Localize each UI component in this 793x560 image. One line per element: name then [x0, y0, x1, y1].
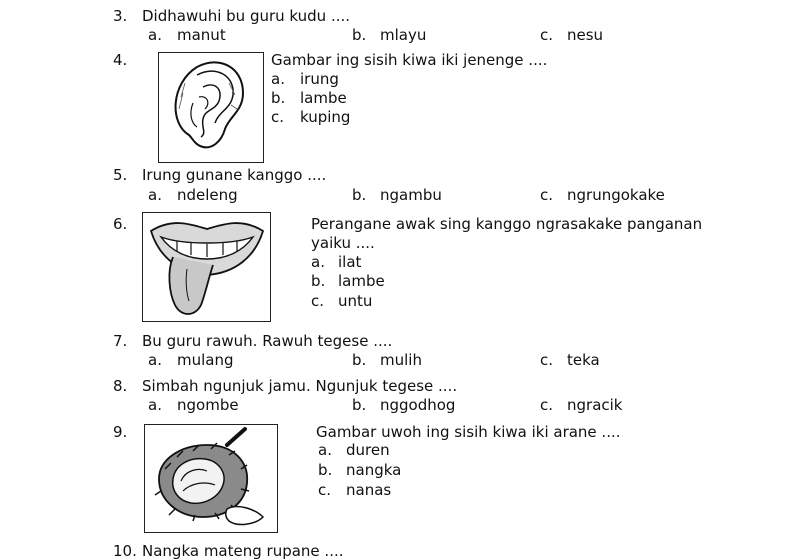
question-3-text: Didhawuhi bu guru kudu ....	[142, 7, 351, 25]
question-5-option-b-letter: b.	[352, 186, 367, 204]
question-3-option-a-letter: a.	[148, 26, 162, 44]
question-5-option-c: ngrungokake	[567, 186, 665, 204]
question-8-number: 8.	[113, 377, 128, 395]
question-6-option-a-letter: a.	[311, 253, 325, 271]
question-4-text: Gambar ing sisih kiwa iki jenenge ....	[271, 51, 548, 69]
question-9-option-b-letter: b.	[318, 461, 333, 479]
question-4-option-a-letter: a.	[271, 70, 285, 88]
question-8-option-c: ngracik	[567, 396, 623, 414]
question-7-option-a-letter: a.	[148, 351, 162, 369]
mouth-image	[142, 212, 271, 322]
question-3-option-c-letter: c.	[540, 26, 554, 44]
question-8-text: Simbah ngunjuk jamu. Ngunjuk tegese ....	[142, 377, 458, 395]
question-9-option-c: nanas	[346, 481, 392, 499]
question-5-option-b: ngambu	[380, 186, 442, 204]
question-6-option-c: untu	[338, 292, 373, 310]
question-8-option-b: nggodhog	[380, 396, 456, 414]
question-4-option-c: kuping	[300, 108, 351, 126]
question-7-option-b: mulih	[380, 351, 422, 369]
question-3-number: 3.	[113, 7, 128, 25]
question-6-option-c-letter: c.	[311, 292, 325, 310]
question-6-text-line-2: yaiku ....	[311, 234, 375, 252]
question-9-option-c-letter: c.	[318, 481, 332, 499]
question-6-option-b: lambe	[338, 272, 385, 290]
question-7-option-c-letter: c.	[540, 351, 554, 369]
question-5-option-a: ndeleng	[177, 186, 238, 204]
question-8-option-b-letter: b.	[352, 396, 367, 414]
question-7-option-a: mulang	[177, 351, 234, 369]
question-4-option-c-letter: c.	[271, 108, 285, 126]
question-5-option-a-letter: a.	[148, 186, 162, 204]
ear-icon	[159, 53, 263, 162]
question-8-option-c-letter: c.	[540, 396, 554, 414]
question-6-option-b-letter: b.	[311, 272, 326, 290]
question-5-option-c-letter: c.	[540, 186, 554, 204]
question-9-number: 9.	[113, 423, 128, 441]
question-4-option-b: lambe	[300, 89, 347, 107]
question-4-option-b-letter: b.	[271, 89, 286, 107]
question-6-number: 6.	[113, 215, 128, 233]
question-5-text: Irung gunane kanggo ....	[142, 166, 327, 184]
question-3-option-b: mlayu	[380, 26, 427, 44]
question-4-number: 4.	[113, 51, 128, 69]
question-10-text: Nangka mateng rupane ....	[142, 542, 344, 560]
question-9-option-a: duren	[346, 441, 390, 459]
question-8-option-a-letter: a.	[148, 396, 162, 414]
question-7-option-b-letter: b.	[352, 351, 367, 369]
question-6-option-a: ilat	[338, 253, 362, 271]
ear-image	[158, 52, 264, 163]
question-9-text: Gambar uwoh ing sisih kiwa iki arane ....	[316, 423, 621, 441]
question-3-option-a: manut	[177, 26, 226, 44]
question-10-number: 10.	[113, 542, 137, 560]
question-3-option-b-letter: b.	[352, 26, 367, 44]
question-7-number: 7.	[113, 332, 128, 350]
question-9-option-b: nangka	[346, 461, 402, 479]
question-7-option-c: teka	[567, 351, 600, 369]
question-5-number: 5.	[113, 166, 128, 184]
question-6-text-line-1: Perangane awak sing kanggo ngrasakake panganan	[311, 215, 703, 233]
question-9-option-a-letter: a.	[318, 441, 332, 459]
durian-image	[144, 424, 278, 533]
question-4-option-a: irung	[300, 70, 339, 88]
question-3-option-c: nesu	[567, 26, 604, 44]
question-7-text: Bu guru rawuh. Rawuh tegese ....	[142, 332, 393, 350]
mouth-icon	[143, 213, 270, 321]
durian-icon	[145, 425, 277, 532]
question-8-option-a: ngombe	[177, 396, 239, 414]
